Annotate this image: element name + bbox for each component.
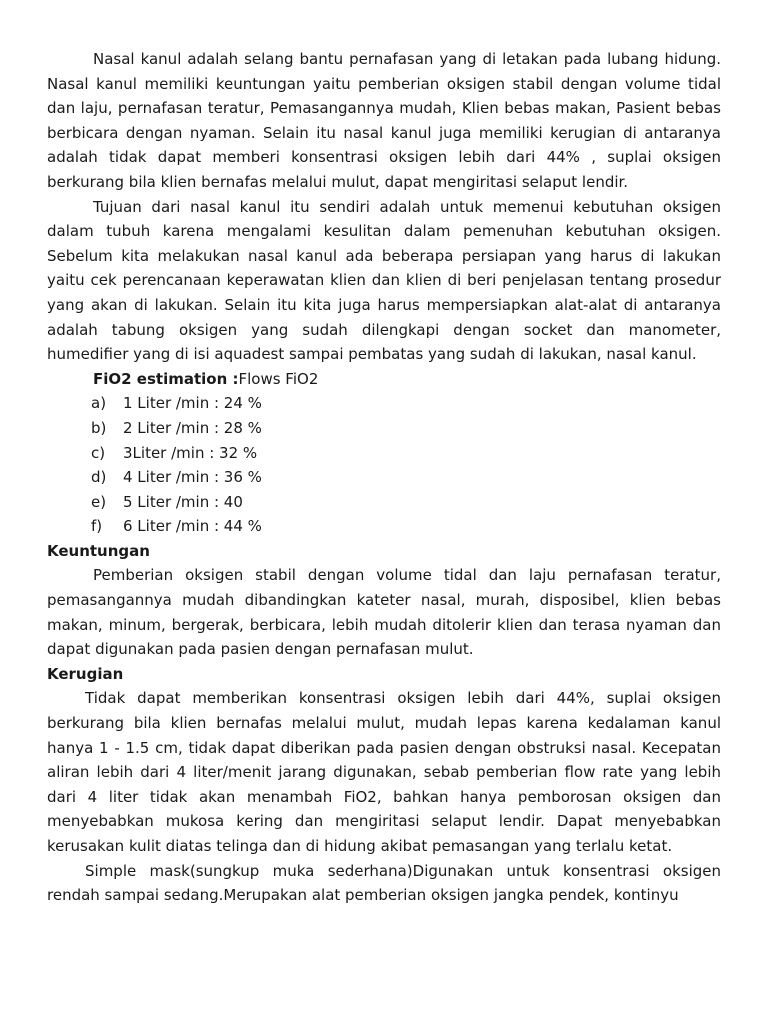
list-item bbox=[47, 490, 721, 515]
list-item bbox=[47, 391, 721, 416]
paragraph-simple-mask: Simple mask(sungkup muka sederhana)Digunakan untuk konsentrasi oksigen rendah sampai sedang.Merupakan alat pemberian oksigen jangka pendek, kontinyu bbox=[47, 861, 721, 905]
list-marker: e) bbox=[91, 492, 107, 511]
paragraph-nasal-kanul-tujuan: Tujuan dari nasal kanul itu sendiri adalah untuk memenui kebutuhan oksigen dalam tubuh karena mengalami kesulitan dalam pemenuhan kebutuhan oksigen. Sebelum kita melakukan nasal kanul ada beberapa persiapan yang harus di lakukan yaitu cek perencanaan keperawatan klien dan klien di beri penjelasan tentang prosedur yang akan di lakukan. Selain itu kita juga harus mempersiapkan alat-alat di antaranya adalah tabung oksigen yang sudah dilengkapi dengan socket dan manometer, humedifier yang di isi aquadest sampai pembatas yang sudah di lakukan, nasal kanul. bbox=[47, 197, 721, 364]
list-marker: f) bbox=[91, 517, 103, 536]
fio2-list bbox=[47, 391, 721, 539]
document-page bbox=[47, 47, 721, 908]
list-marker: a) bbox=[91, 394, 107, 413]
list-item bbox=[47, 416, 721, 441]
list-marker: d) bbox=[91, 468, 107, 487]
paragraph-nasal-kanul-intro: Nasal kanul adalah selang bantu pernafasan yang di letakan pada lubang hidung. Nasal kanul memiliki keuntungan yaitu pemberian oksigen stabil dengan volume tidal dan laju, pernafasan teratur, Pemasangannya mudah, Klien bebas makan, Pasient bebas berbicara dengan nyaman. Selain itu nasal kanul juga memiliki kerugian di antaranya adalah tidak dapat memberi konsentrasi oksigen lebih dari 44% , suplai oksigen berkurang bila klien bernafas melalui mulut, dapat mengiritasi selaput lendir. bbox=[47, 50, 721, 191]
list-item-text: 1 Liter /min : 24 % bbox=[123, 394, 262, 413]
list-item-text: 2 Liter /min : 28 % bbox=[123, 418, 262, 437]
list-item-text: 5 Liter /min : 40 bbox=[123, 492, 243, 511]
list-item bbox=[47, 441, 721, 466]
list-item-text: 6 Liter /min : 44 % bbox=[123, 517, 262, 536]
paragraph-keuntungan: Pemberian oksigen stabil dengan volume tidal dan laju pernafasan teratur, pemasangannya mudah dibandingkan kateter nasal, murah, disposibel, klien bebas makan, minum, bergerak, berbicara, lebih mudah ditolerir klien dan terasa nyaman dan dapat digunakan pada pasien dengan pernafasan mulut. bbox=[47, 566, 721, 659]
list-marker: c) bbox=[91, 443, 106, 462]
list-item-text: 4 Liter /min : 36 % bbox=[123, 468, 262, 487]
fio2-estimation-label: FiO2 estimation : bbox=[93, 369, 239, 388]
list-item-text: 3Liter /min : 32 % bbox=[123, 443, 258, 462]
list-item bbox=[47, 465, 721, 490]
fio2-estimation-suffix: Flows FiO2 bbox=[238, 369, 319, 388]
heading-keuntungan: Keuntungan bbox=[47, 541, 150, 560]
list-item bbox=[47, 514, 721, 539]
paragraph-kerugian: Tidak dapat memberikan konsentrasi oksigen lebih dari 44%, suplai oksigen berkurang bila klien bernafas melalui mulut, mudah lepas karena kedalaman kanul hanya 1 - 1.5 cm, tidak dapat diberikan pada pasien dengan obstruksi nasal. Kecepatan aliran lebih dari 4 liter/menit jarang digunakan, sebab pemberian flow rate yang lebih dari 4 liter tidak akan menambah FiO2, bahkan hanya pemborosan oksigen dan menyebabkan mukosa kering dan mengiritasi selaput lendir. Dapat menyebabkan kerusakan kulit diatas telinga dan di hidung akibat pemasangan yang terlalu ketat. bbox=[47, 689, 721, 855]
heading-kerugian: Kerugian bbox=[47, 664, 124, 683]
fio2-estimation-line bbox=[47, 367, 721, 392]
list-marker: b) bbox=[91, 418, 107, 437]
